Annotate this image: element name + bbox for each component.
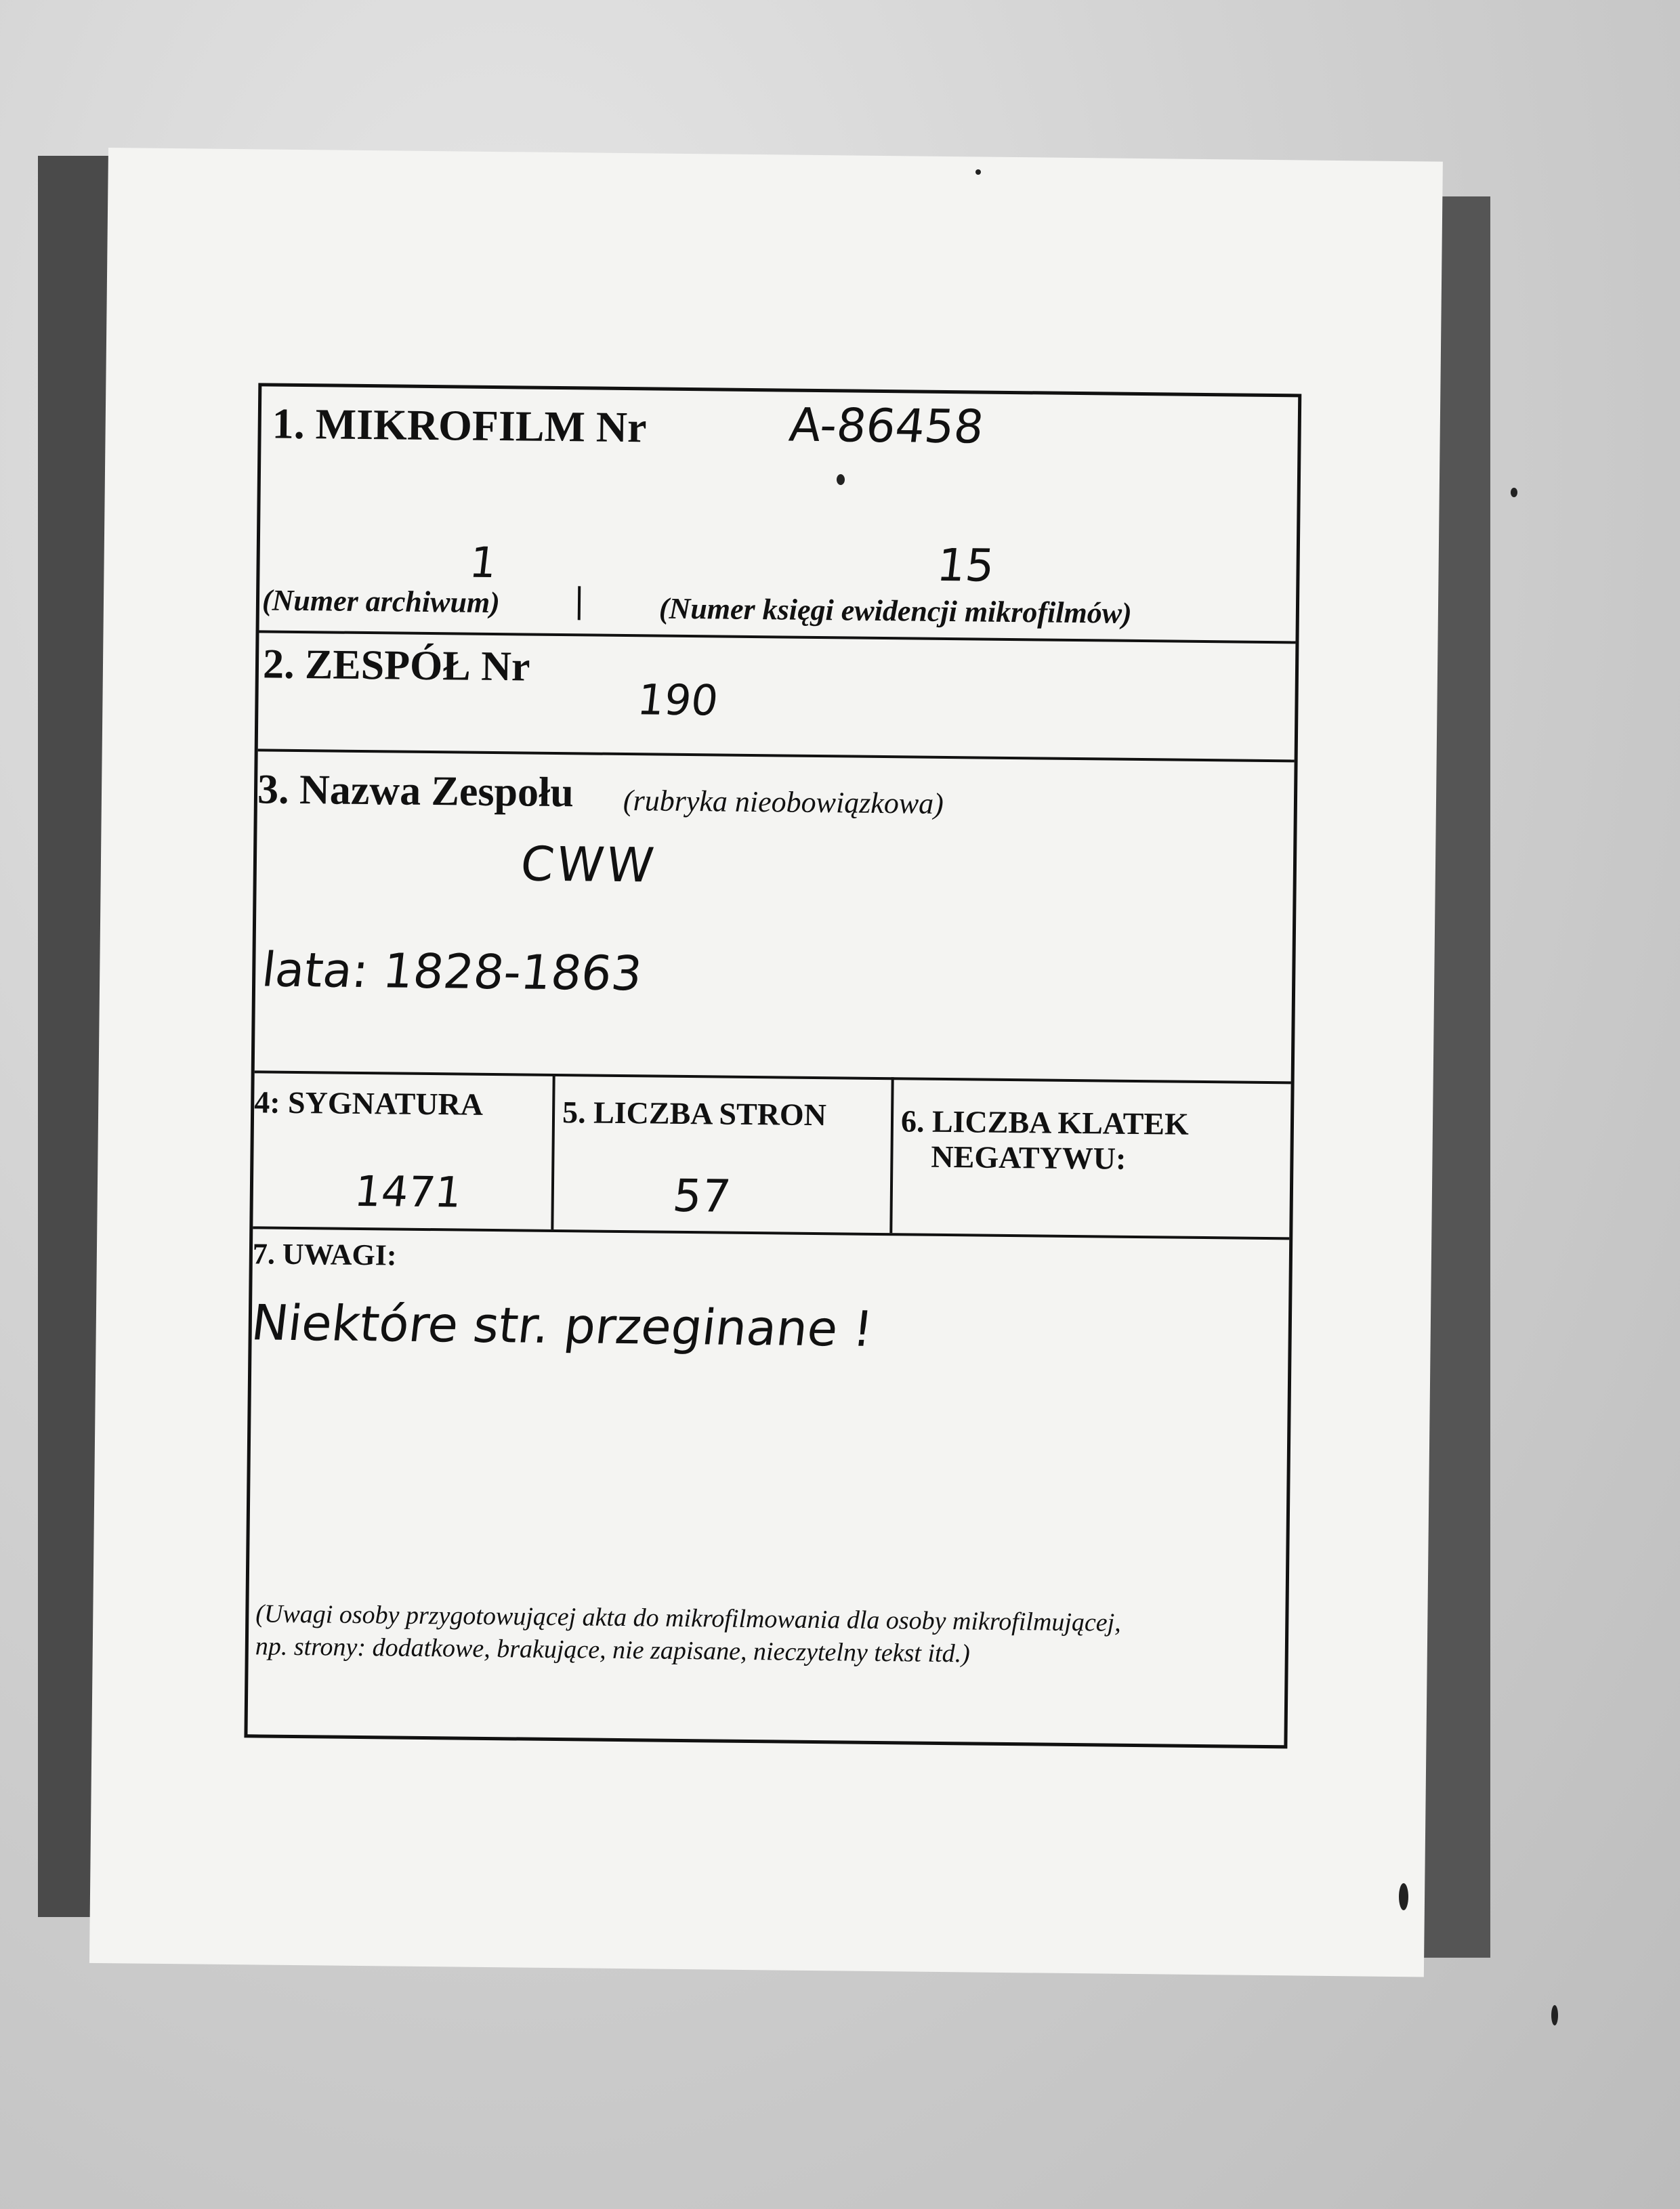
field6-label-line2: NEGATYWU: <box>931 1139 1127 1176</box>
register-number: 15 <box>934 539 998 592</box>
microfilm-form <box>244 383 1301 1748</box>
field7-label: 7. UWAGI: <box>252 1237 397 1272</box>
archive-caption: (Numer archiwum) <box>261 583 501 620</box>
dust-speck <box>1399 1883 1408 1910</box>
field7-footnote-line1: (Uwagi osoby przygotowującej akta do mikrofilmowania dla osoby mikrofilmującej, <box>255 1599 1121 1637</box>
archive-number: 1 <box>467 537 500 587</box>
dust-speck <box>975 169 981 175</box>
field3-label: 3. Nazwa Zespołu <box>257 766 574 816</box>
fond-number: 190 <box>635 675 721 725</box>
col-divider-5-6 <box>889 1077 894 1233</box>
dust-speck <box>1511 488 1517 497</box>
field3-note: (rubryka nieobowiązkowa) <box>623 784 944 820</box>
field6-label-line1: 6. LICZBA KLATEK <box>900 1103 1190 1141</box>
page-count: 57 <box>670 1169 734 1223</box>
fond-name: CWW <box>518 836 660 893</box>
field4-label: 4: SYGNATURA <box>253 1085 484 1122</box>
divider-2 <box>258 749 1295 762</box>
field1-label: 1. MIKROFILM Nr <box>272 399 647 452</box>
divider-3 <box>255 1070 1291 1084</box>
field2-label: 2. ZESPÓŁ Nr <box>262 641 530 690</box>
register-caption: (Numer księgi ewidencji mikrofilmów) <box>658 591 1133 630</box>
dust-speck <box>837 474 845 485</box>
caption-divider <box>578 586 581 620</box>
field5-label: 5. LICZBA STRON <box>562 1095 827 1133</box>
signature-value: 1471 <box>352 1166 465 1217</box>
microfilm-number: A-86458 <box>786 398 987 455</box>
fond-years: lata: 1828-1863 <box>259 942 646 1002</box>
dust-speck <box>1551 2005 1558 2025</box>
microfilm-card <box>89 148 1443 1977</box>
divider-4 <box>253 1226 1289 1240</box>
remarks-value: Niektóre str. przeginane ! <box>248 1294 877 1358</box>
col-divider-4-5 <box>551 1074 555 1229</box>
field7-footnote-line2: np. strony: dodatkowe, brakujące, nie zapisane, nieczytelny tekst itd.) <box>255 1632 970 1668</box>
